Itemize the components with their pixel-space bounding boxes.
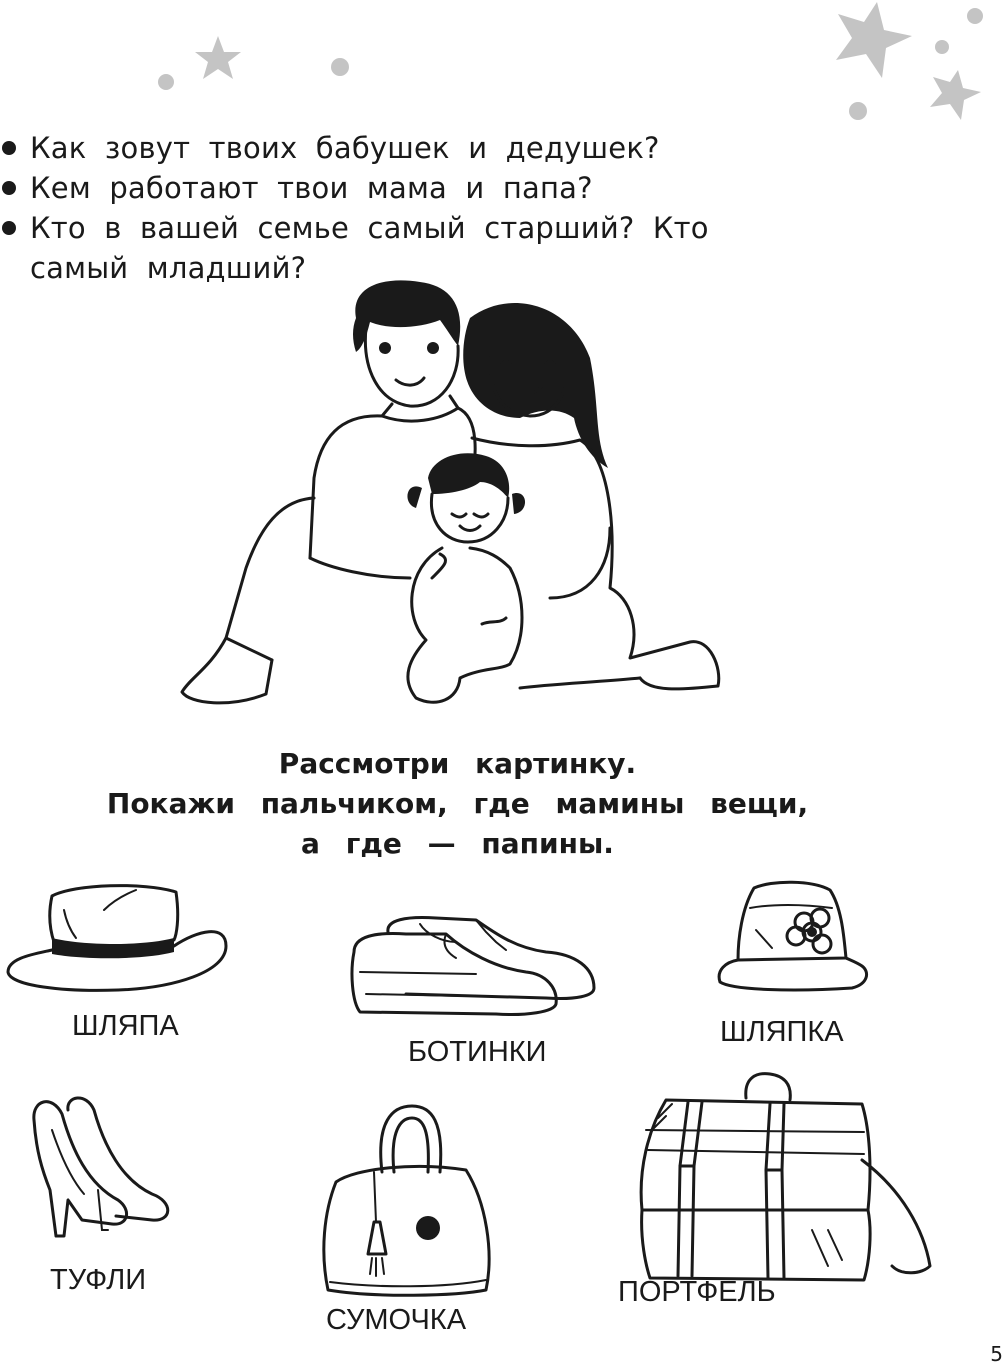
label-boots: БОТИНКИ bbox=[408, 1036, 547, 1068]
star-icon bbox=[930, 70, 981, 120]
decor-stars bbox=[0, 0, 1007, 130]
high-heels-icon bbox=[22, 1090, 178, 1240]
boots-icon bbox=[346, 912, 598, 1022]
label-cloche-hat: ШЛЯПКА bbox=[720, 1016, 844, 1048]
handbag-icon bbox=[316, 1102, 496, 1302]
question-item: Как зовут твоих бабушек и дедушек? bbox=[0, 128, 820, 168]
dot-icon bbox=[849, 102, 867, 120]
instruction-line: Рассмотри картинку. bbox=[278, 747, 637, 780]
instruction-line: Покажи пальчиком, где мамины вещи, bbox=[106, 787, 809, 820]
briefcase-icon bbox=[632, 1070, 932, 1286]
question-item: Кем работают твои мама и папа? bbox=[0, 168, 820, 208]
instruction bbox=[60, 744, 855, 864]
dot-icon bbox=[967, 8, 983, 24]
label-hat: ШЛЯПА bbox=[72, 1010, 179, 1042]
label-shoes: ТУФЛИ bbox=[50, 1264, 147, 1296]
star-icon bbox=[195, 36, 241, 79]
question-list bbox=[0, 128, 820, 288]
label-briefcase: ПОРТФЕЛЬ bbox=[618, 1276, 776, 1308]
label-handbag: СУМОЧКА bbox=[326, 1304, 467, 1336]
instruction-line: а где — папины. bbox=[301, 827, 614, 860]
family-illustration bbox=[170, 268, 730, 728]
hat-icon bbox=[4, 880, 230, 1000]
question-item: Кто в вашей семье самый старший? Кто самый младший? bbox=[0, 208, 820, 288]
dot-icon bbox=[331, 58, 349, 76]
cloche-hat-icon bbox=[712, 878, 872, 996]
page-number: 5 bbox=[990, 1342, 1003, 1366]
star-icon bbox=[836, 2, 912, 78]
dot-icon bbox=[158, 74, 174, 90]
dot-icon bbox=[935, 40, 949, 54]
